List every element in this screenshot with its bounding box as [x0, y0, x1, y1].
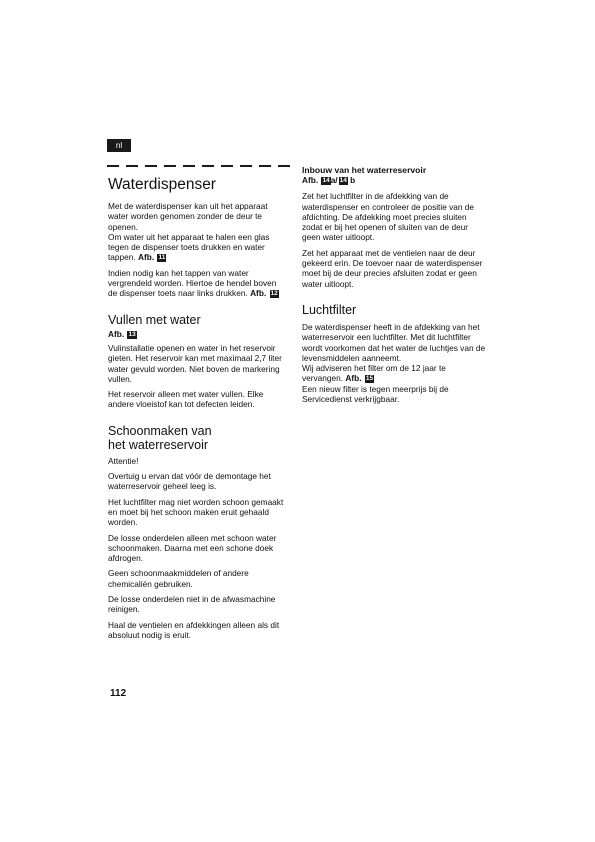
clean-paragraph-4: Geen schoonmaakmiddelen of andere chemicaliën gebruiken.: [108, 568, 249, 589]
clean-paragraph-3: De losse onderdelen alleen met schoon water schoonmaken. Daarna met een schone doek afdrogen.: [108, 532, 277, 564]
language-badge: nl: [107, 139, 131, 152]
filter-paragraph: De waterdispenser heeft in de afdekking van het waterreservoir een luchtfilter. Met dit luchtfilter wordt voorkomen dat het water de luchtjes van de levensmiddelen aanneemt. Wij adviseren het filter om de 12 jaar te vervangen. Afb. 15 Een nieuw filter is tegen meerprijs bij de Servicedienst verkrijgbaar.: [302, 321, 486, 405]
fill-section: [108, 313, 285, 410]
figure-ref-badge: 14: [339, 177, 347, 184]
clean-paragraph-2: Het luchtfilter mag niet worden schoon gemaakt en moet bij het schoon maken eruit gehaald worden.: [108, 496, 284, 528]
install-paragraph-2: Zet het apparaat met de ventielen naar de deur gekeerd erin. De toevoer naar de waterdispenser moet bij de deur precies afsluiten zodat er geen water uitloopt.: [302, 247, 483, 289]
figure-ref-badge: 13: [128, 330, 136, 338]
clean-section: [108, 424, 285, 640]
intro-paragraph-1: Met de waterdispenser kan uit het apparaat water worden genomen zonder de deur te openen. Om water uit het apparaat te halen een glas tegen de dispenser toets drukken en water tappen. Afb. 11: [108, 201, 270, 263]
figure-ref-badge: 11: [158, 254, 166, 262]
fill-paragraph-1: Vulinstallatie openen en water in het reservoir gieten. Het reservoir kan met maximaal 2,7 liter water gevuld worden. Niet boven de markering vullen.: [108, 342, 282, 384]
install-figure-line: Afb. 14a/ 14 b: [302, 175, 356, 185]
clean-paragraph-1: Overtuig u ervan dat vóór de demontage het waterreservoir geheel leeg is.: [108, 471, 271, 492]
figure-ref-badge: 15: [365, 375, 374, 383]
attention-label: Attentie!: [108, 455, 139, 466]
section-title-clean: Schoonmaken van het waterreservoir: [108, 423, 212, 452]
fill-paragraph-2: Het reservoir alleen met water vullen. Elke andere vloeistof kan tot defecten leiden.: [108, 389, 264, 410]
figure-ref-badge: 14: [322, 177, 330, 184]
right-column: [302, 165, 486, 409]
section-title-fill: Vullen met water: [108, 312, 201, 327]
section-title-filter: Luchtfilter: [302, 302, 357, 317]
figure-label: Afb.: [250, 288, 267, 299]
intro-paragraph-2: Indien nodig kan het tappen van water vergrendeld worden. Hiertoe de hendel boven de dispenser toets naar links drukken. Afb. 12: [108, 267, 278, 299]
fill-figure-line: Afb. 13: [108, 328, 136, 339]
section-divider: [107, 165, 292, 167]
page-number: 112: [110, 688, 127, 699]
clean-paragraph-6: Haal de ventielen en afdekkingen alleen als dit absoluut nodig is eruit.: [108, 619, 280, 640]
section-title-install: Inbouw van het waterreservoir: [302, 165, 427, 175]
figure-label: Afb.: [138, 252, 155, 263]
figure-ref-badge: 12: [270, 290, 278, 298]
install-paragraph-1: Zet het luchtfilter in de afdekking van de waterdispenser en controleer de positie van de afdichting. De afdekking moet precies sluiten zodat er bij het openen of sluiten van de deur geen water uitloopt.: [302, 191, 475, 243]
section-title-waterdispenser: Waterdispenser: [108, 176, 216, 193]
filter-section: [302, 303, 486, 404]
left-column: [108, 174, 285, 645]
figure-label: Afb.: [345, 373, 362, 384]
clean-paragraph-5: De losse onderdelen niet in de afwasmachine reinigen.: [108, 594, 276, 615]
